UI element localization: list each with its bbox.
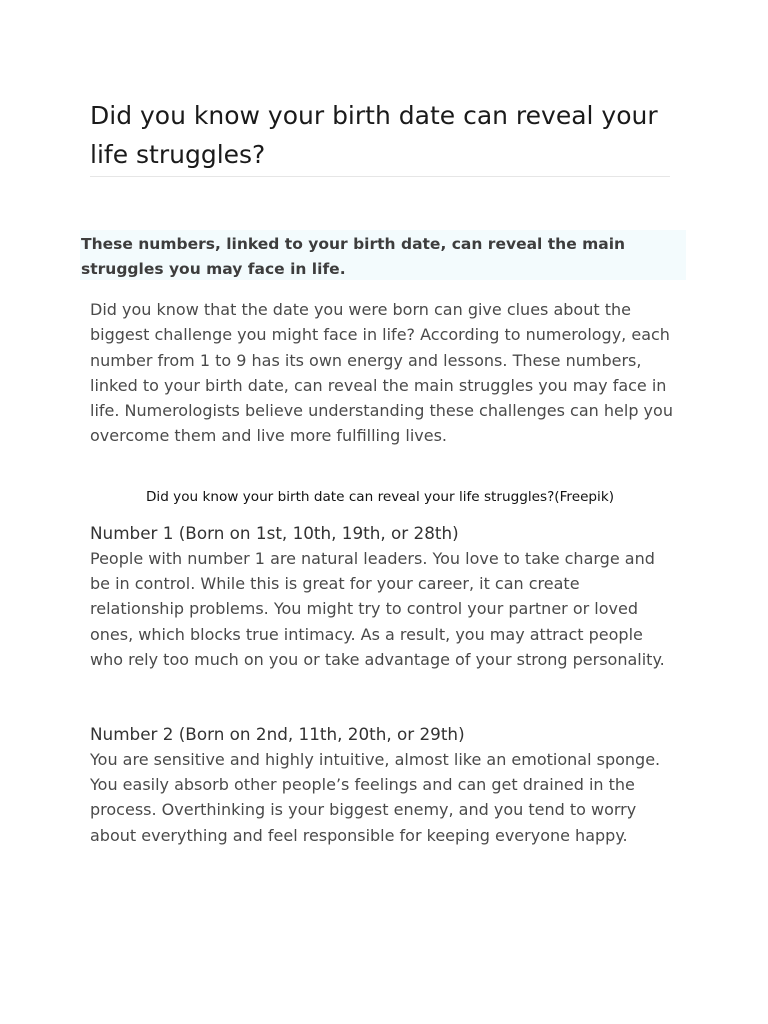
section-body: People with number 1 are natural leaders. You love to take charge and be in control. While this is great for your career, it can create relationship problems. You might try to control your partner or loved ones, which blocks true intimacy. As a result, you may attract people who rely too much on you or take advantage of your strong personality. [90, 549, 665, 669]
image-caption: Did you know your birth date can reveal your life struggles?(Freepik) [145, 489, 615, 505]
section-number-2 [90, 722, 678, 848]
section-body: You are sensitive and highly intuitive, almost like an emotional sponge. You easily absorb other people’s feelings and can get drained in the process. Overthinking is your biggest enemy, and you tend to worry about everything and feel responsible for keeping everyone happy. [90, 750, 661, 845]
article-intro: Did you know that the date you were born can give clues about the biggest challenge you might face in life? According to numerology, each number from 1 to 9 has its own energy and lessons. These numbers, linked to your birth date, can reveal the main struggles you may face in life. Numerologists believe understanding these challenges can help you overcome them and live more fulfilling lives. [90, 300, 673, 446]
article-summary: These numbers, linked to your birth date, can reveal the main struggles you may face in life. [80, 230, 686, 280]
section-number-1 [90, 521, 678, 672]
section-heading: Number 2 (Born on 2nd, 11th, 20th, or 29th) [90, 724, 465, 744]
article-title: Did you know your birth date can reveal your life struggles? [90, 96, 670, 177]
section-heading: Number 1 (Born on 1st, 10th, 19th, or 28th) [90, 523, 459, 543]
